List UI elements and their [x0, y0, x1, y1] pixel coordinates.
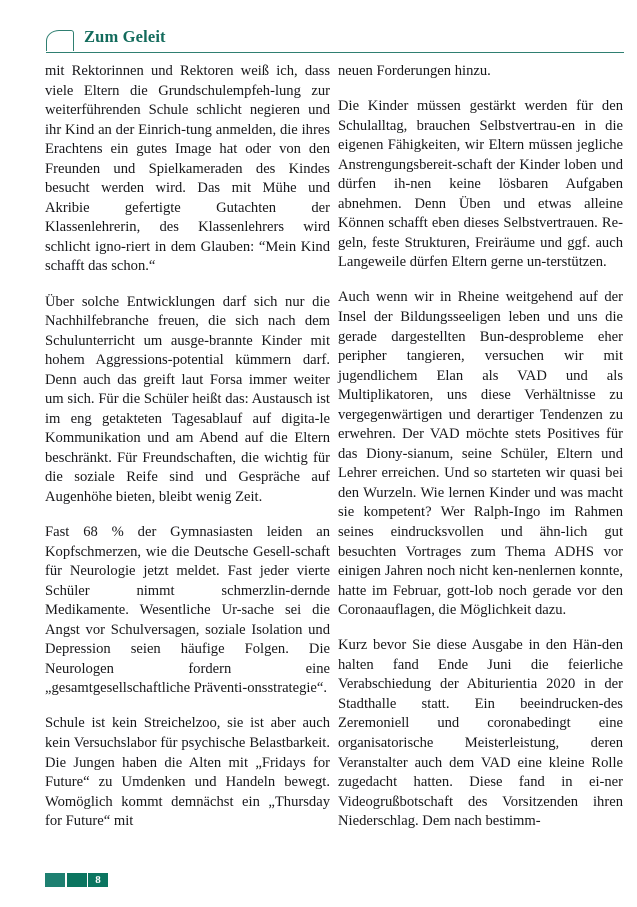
column-left	[45, 62, 330, 862]
paragraph: Kurz bevor Sie diese Ausgabe in den Hän-​den halten fand Ende Juni die feierliche Verabschiedung der Abiturientia 2020 in der Stadthalle statt. Ein beeindrucken-​des Zeremoniell und coronabedingt eine organisatorische Meisterleistung, deren Veranstalter auch dem VAD eine kleine Rolle zugedacht hatten. Diese fand in ei-​ner Videogrußbotschaft des Vorsitzenden ihren Niederschlag. Dem nach bestimm-	[338, 637, 623, 830]
paragraph: Über solche Entwicklungen darf sich nur die Nachhilfebranche freuen, die sich nach dem Schulunterricht um ausge-​brannte Kinder mit hohem Aggressions-​potential kümmern darf. Denn auch das greift laut Forsa immer weiter um sich. Für die Schüler heißt das: Austausch ist im eng getakteten Tagesablauf auf digita-​le Kommunikation und am Abend auf die Eltern beschränkt. Für Freundschaften, die wichtig für die soziale Reife sind und Gespräche auf Augenhöhe bieten, bleibt wenig Zeit.	[45, 293, 330, 505]
header-divider	[46, 52, 624, 53]
paragraph: Fast 68 % der Gymnasiasten leiden an Kopfschmerzen, wie die Deutsche Gesell-​schaft für Neurologie jetzt meldet. Fast jeder vierte Schüler nimmt schmerzlin-​dernde Medikamente. Wesentliche Ur-​sache sei die Angst vor Schulversagen, soziale Isolation und Depression seien häufige Folgen. Die Neurologen fordern eine „gesamtgesellschaftliche Präventi-​onsstrategie“.	[45, 524, 330, 697]
paragraph: mit Rektorinnen und Rektoren weiß ich, dass viele Eltern die Grundschulempfeh-​lung zur weiterführenden Schule schlicht negieren und ihr Kind an der Einrich-​tung anmelden, die ihres Erachtens ein gutes Image hat oder von den Freunden und Spielkameraden des Kindes besucht werden wird. Das mit Mühe und Akribie gefertigte Gutachten der Klassenlehrerin, des Klassenlehrers wird schlicht igno-​riert in dem Glauben: “Mein Kind schafft das schon.“	[45, 63, 330, 275]
page-footer	[45, 873, 108, 888]
section-header	[46, 27, 624, 53]
page-title: Zum Geleit	[84, 27, 166, 46]
footer-decoration-block	[67, 873, 87, 887]
paragraph: Die Kinder müssen gestärkt werden für den Schulalltag, brauchen Selbstvertrau-​en in die eigenen Fähigkeiten, wir Eltern müssen jegliche Anstrengungsbereit-​schaft der Kinder loben und dürfen ih-​nen keine lösbaren Aufgaben abnehmen. Denn Üben und etwas alleine Können schafft eben dieses Selbstvertrauen. Re-​geln, feste Strukturen, Freiräume und ggf. auch Langeweile dürfen Eltern gerne un-​terstützen.	[338, 98, 623, 271]
paragraph: neuen Forderungen hinzu.	[338, 63, 491, 79]
rounded-bracket-icon	[46, 30, 74, 51]
paragraph: Auch wenn wir in Rheine weitgehend auf der Insel der Bildungsseeligen leben und uns die gerade dargestellten Bun-​desprobleme eher peripher tangieren, versuchen wir mit jugendlichem Elan als VAD und als Multiplikatoren, uns diese Verhältnisse zu vergegenwärtigen und derartiger Tendenzen zu erwehren. Der VAD möchte stets Positives für das Diony-​sianum, seine Schüler, Eltern und Lehrer erreichen. Und so starteten wir quasi bei den Wurzeln. Wie lernen Kinder und was macht sie kompetent? Wer Ralph-Ingo im Rahmen seines eindrucksvollen und ähn-​lich gut besuchten Vortrages zum Thema ADHS vor einigen Jahren noch nicht ken-​nenlernen konnte, hatte im Februar, gott-​lob noch gerade vor den Coronaauflagen, die Möglichkeit dazu.	[338, 289, 623, 619]
paragraph: Schule ist kein Streichelzoo, sie ist aber auch kein Versuchslabor für psychische Belastbarkeit. Die Jungen haben die Alten mit „Fridays for Future“ zu Umdenken und Handeln bewegt. Womöglich kommt demnächst ein „Thursday for Future“ mit	[45, 715, 330, 830]
page-number: 8	[88, 873, 108, 887]
article-body	[45, 62, 623, 862]
footer-decoration-block	[45, 873, 65, 887]
column-right	[338, 62, 623, 862]
